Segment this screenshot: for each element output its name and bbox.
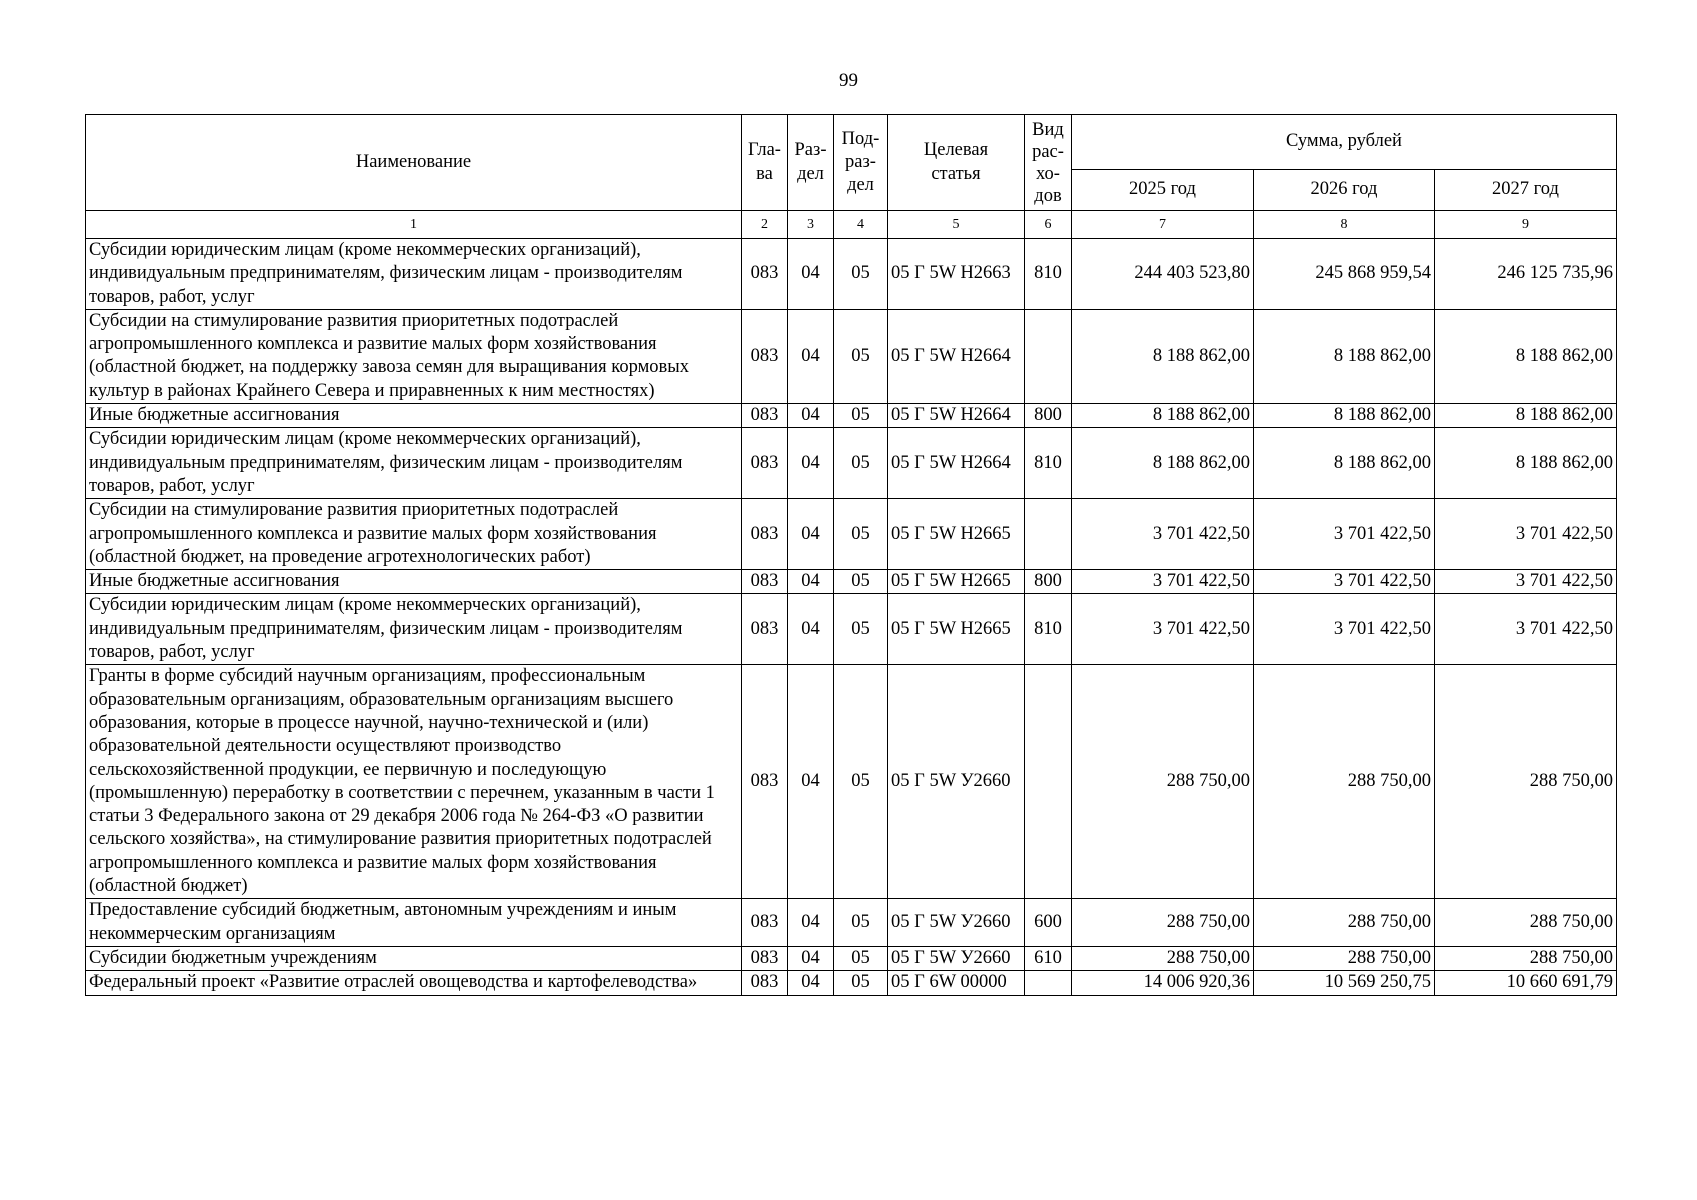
row-expense-type: 600 [1025,899,1072,947]
row-sum-2025: 8 188 862,00 [1072,309,1254,403]
row-sum-2027: 8 188 862,00 [1435,309,1617,403]
row-sum-2026: 3 701 422,50 [1254,499,1435,570]
row-sum-2025: 288 750,00 [1072,899,1254,947]
row-target: 05 Г 5W Н2664 [888,309,1025,403]
row-target: 05 Г 5W Н2664 [888,428,1025,499]
row-target: 05 Г 5W У2660 [888,665,1025,899]
row-chapter: 083 [742,309,788,403]
row-subsection: 05 [834,665,888,899]
column-number: 9 [1435,211,1617,239]
header-expense-type: Вид рас- хо- дов [1025,115,1072,211]
header-section: Раз- дел [788,115,834,211]
row-sum-2027: 288 750,00 [1435,665,1617,899]
row-expense-type: 610 [1025,946,1072,970]
header-subsection: Под- раз- дел [834,115,888,211]
row-expense-type: 800 [1025,404,1072,428]
row-chapter: 083 [742,239,788,310]
row-subsection: 05 [834,946,888,970]
table-row [86,946,1617,970]
row-name: Субсидии на стимулирование развития приоритетных подотраслей агропромышленного комплекса и развитие малых форм хозяйствования (областной бюджет, на поддержку завоза семян для выращивания кормовых культур в районах Крайнего Севера и приравненных к ним местностях) [86,309,742,403]
row-subsection: 05 [834,239,888,310]
row-sum-2025: 288 750,00 [1072,946,1254,970]
row-chapter: 083 [742,570,788,594]
column-number: 7 [1072,211,1254,239]
row-chapter: 083 [742,665,788,899]
row-chapter: 083 [742,499,788,570]
row-expense-type [1025,309,1072,403]
row-sum-2027: 288 750,00 [1435,946,1617,970]
row-sum-2026: 3 701 422,50 [1254,594,1435,665]
row-name: Субсидии юридическим лицам (кроме некоммерческих организаций), индивидуальным предпринимателям, физическим лицам - производителям товаров, работ, услуг [86,594,742,665]
row-expense-type [1025,665,1072,899]
row-section: 04 [788,309,834,403]
page-number: 99 [839,70,858,91]
row-sum-2027: 288 750,00 [1435,899,1617,947]
row-sum-2027: 8 188 862,00 [1435,428,1617,499]
header-sum: Сумма, рублей [1072,115,1617,170]
row-sum-2026: 10 569 250,75 [1254,971,1435,995]
row-name: Федеральный проект «Развитие отраслей овощеводства и картофелеводства» [86,971,742,995]
table-row [86,428,1617,499]
row-sum-2026: 245 868 959,54 [1254,239,1435,310]
row-name: Иные бюджетные ассигнования [86,404,742,428]
row-sum-2026: 3 701 422,50 [1254,570,1435,594]
row-sum-2027: 3 701 422,50 [1435,594,1617,665]
row-chapter: 083 [742,428,788,499]
row-sum-2025: 288 750,00 [1072,665,1254,899]
table-row [86,309,1617,403]
row-subsection: 05 [834,594,888,665]
column-number-row [86,211,1617,239]
row-sum-2025: 3 701 422,50 [1072,594,1254,665]
row-subsection: 05 [834,309,888,403]
table-row [86,594,1617,665]
header-year-2026: 2026 год [1254,170,1435,211]
row-section: 04 [788,428,834,499]
column-number: 8 [1254,211,1435,239]
row-section: 04 [788,594,834,665]
row-target: 05 Г 5W У2660 [888,899,1025,947]
row-sum-2025: 244 403 523,80 [1072,239,1254,310]
column-number: 5 [888,211,1025,239]
row-target: 05 Г 5W Н2665 [888,570,1025,594]
row-subsection: 05 [834,499,888,570]
table-row [86,239,1617,310]
row-sum-2026: 8 188 862,00 [1254,404,1435,428]
row-expense-type [1025,971,1072,995]
column-number: 4 [834,211,888,239]
table-row [86,899,1617,947]
row-section: 04 [788,899,834,947]
row-subsection: 05 [834,404,888,428]
row-section: 04 [788,971,834,995]
row-sum-2025: 3 701 422,50 [1072,499,1254,570]
row-chapter: 083 [742,404,788,428]
row-sum-2026: 8 188 862,00 [1254,309,1435,403]
row-expense-type: 810 [1025,594,1072,665]
row-section: 04 [788,570,834,594]
table-row [86,570,1617,594]
row-sum-2025: 8 188 862,00 [1072,428,1254,499]
column-number: 2 [742,211,788,239]
row-subsection: 05 [834,899,888,947]
header-target: Целевая статья [888,115,1025,211]
header-year-2027: 2027 год [1435,170,1617,211]
row-chapter: 083 [742,594,788,665]
table-row [86,404,1617,428]
row-target: 05 Г 5W Н2665 [888,499,1025,570]
row-subsection: 05 [834,971,888,995]
header-name: Наименование [86,115,742,211]
row-subsection: 05 [834,428,888,499]
table-row [86,665,1617,899]
row-target: 05 Г 5W У2660 [888,946,1025,970]
row-target: 05 Г 5W Н2664 [888,404,1025,428]
row-section: 04 [788,404,834,428]
row-section: 04 [788,946,834,970]
header-chapter: Гла- ва [742,115,788,211]
row-name: Предоставление субсидий бюджетным, автономным учреждениям и иным некоммерческим организациям [86,899,742,947]
row-sum-2026: 8 188 862,00 [1254,428,1435,499]
table-body [86,239,1617,996]
budget-table [85,114,1617,996]
row-target: 05 Г 5W Н2665 [888,594,1025,665]
row-sum-2025: 14 006 920,36 [1072,971,1254,995]
table-row [86,971,1617,995]
column-number: 1 [86,211,742,239]
row-sum-2027: 246 125 735,96 [1435,239,1617,310]
row-sum-2025: 8 188 862,00 [1072,404,1254,428]
row-sum-2026: 288 750,00 [1254,665,1435,899]
row-name: Гранты в форме субсидий научным организациям, профессиональным образовательным организациям, образовательным организациям высшего образования, которые в процессе научной, научно-технической и (или) образовательной деятельности осуществляют производство сельскохозяйственной продукции, ее первичную и последующую (промышленную) переработку в соответствии с перечнем, указанным в части 1 статьи 3 Федерального закона от 29 декабря 2006 года № 264-ФЗ «О развитии сельского хозяйства», на стимулирование развития приоритетных подотраслей агропромышленного комплекса и развитие малых форм хозяйствования (областной бюджет) [86,665,742,899]
row-name: Субсидии юридическим лицам (кроме некоммерческих организаций), индивидуальным предпринимателям, физическим лицам - производителям товаров, работ, услуг [86,239,742,310]
row-sum-2027: 3 701 422,50 [1435,499,1617,570]
row-sum-2027: 10 660 691,79 [1435,971,1617,995]
column-number: 6 [1025,211,1072,239]
row-subsection: 05 [834,570,888,594]
row-section: 04 [788,665,834,899]
row-section: 04 [788,239,834,310]
row-target: 05 Г 6W 00000 [888,971,1025,995]
table-header [86,115,1617,239]
row-sum-2027: 8 188 862,00 [1435,404,1617,428]
table-row [86,499,1617,570]
row-target: 05 Г 5W Н2663 [888,239,1025,310]
row-expense-type: 810 [1025,239,1072,310]
row-sum-2026: 288 750,00 [1254,899,1435,947]
row-chapter: 083 [742,946,788,970]
row-sum-2027: 3 701 422,50 [1435,570,1617,594]
row-sum-2025: 3 701 422,50 [1072,570,1254,594]
column-number: 3 [788,211,834,239]
row-name: Иные бюджетные ассигнования [86,570,742,594]
row-sum-2026: 288 750,00 [1254,946,1435,970]
row-section: 04 [788,499,834,570]
row-chapter: 083 [742,899,788,947]
row-name: Субсидии юридическим лицам (кроме некоммерческих организаций), индивидуальным предпринимателям, физическим лицам - производителям товаров, работ, услуг [86,428,742,499]
row-chapter: 083 [742,971,788,995]
row-expense-type: 810 [1025,428,1072,499]
row-expense-type [1025,499,1072,570]
row-expense-type: 800 [1025,570,1072,594]
row-name: Субсидии на стимулирование развития приоритетных подотраслей агропромышленного комплекса и развитие малых форм хозяйствования (областной бюджет, на проведение агротехнологических работ) [86,499,742,570]
row-name: Субсидии бюджетным учреждениям [86,946,742,970]
header-year-2025: 2025 год [1072,170,1254,211]
